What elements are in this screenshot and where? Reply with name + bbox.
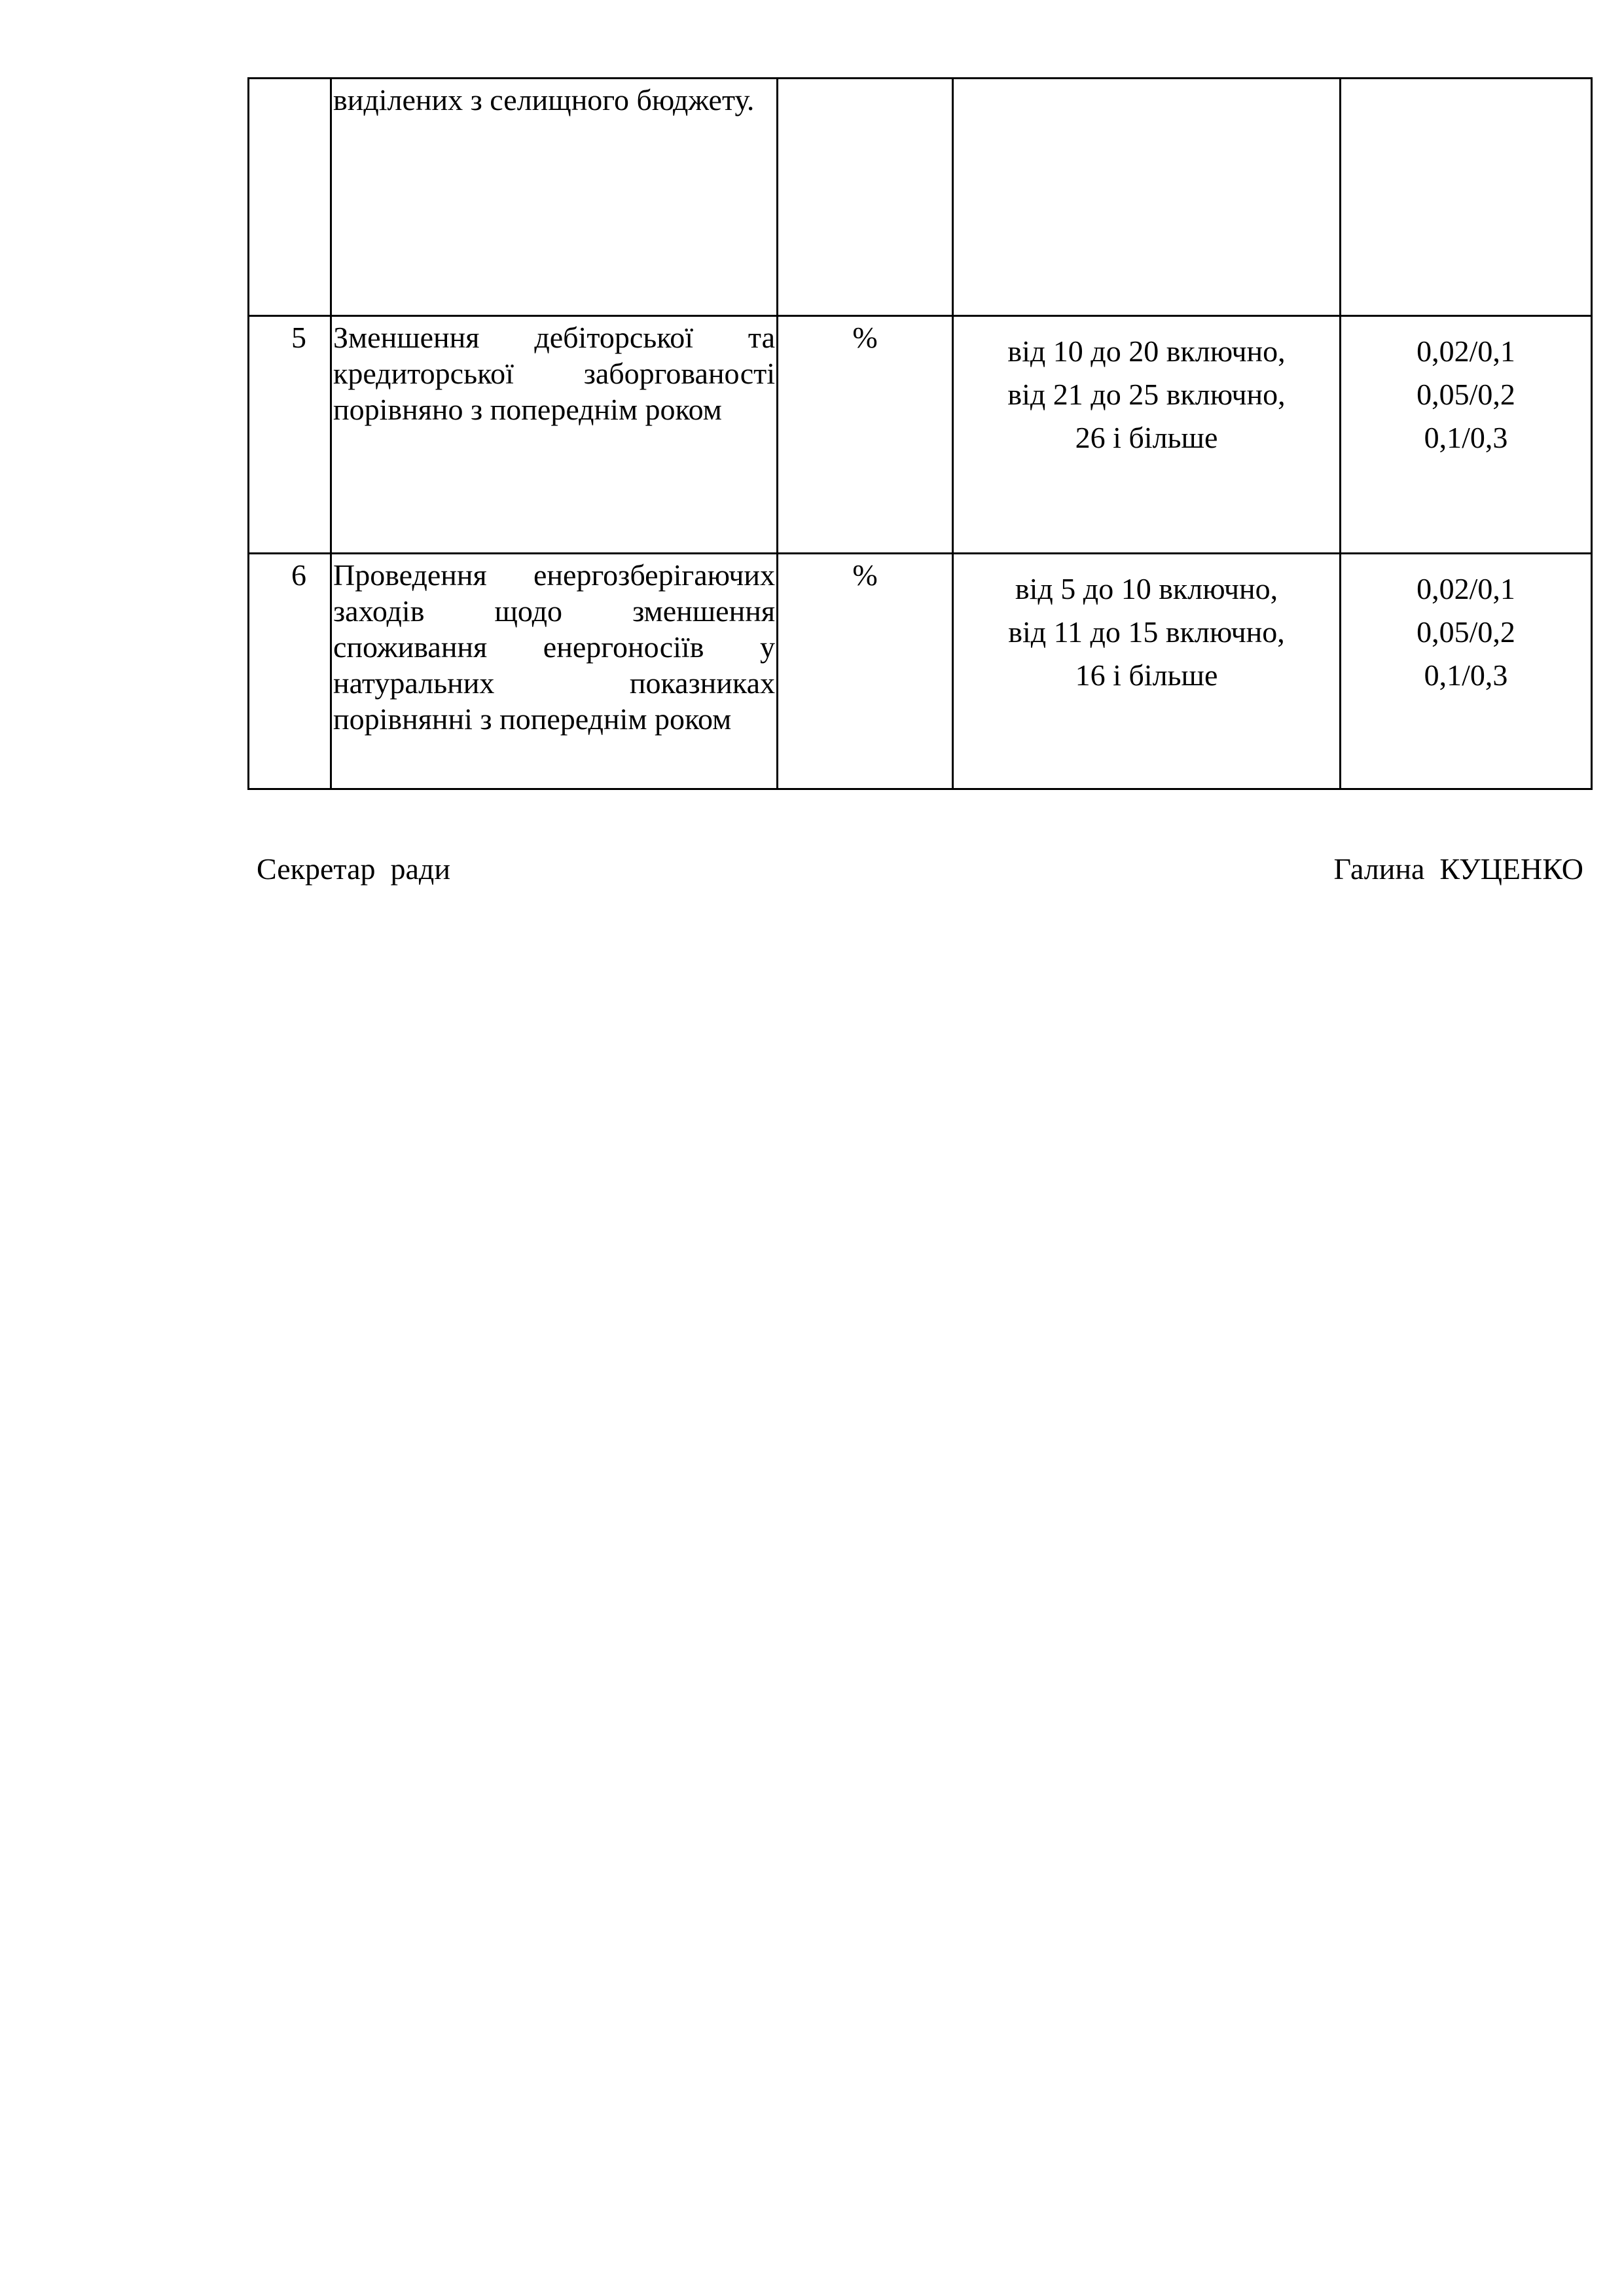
range-line: від 21 до 25 включно, xyxy=(1007,378,1286,411)
indicator-description: виділених з селищного бюджету. xyxy=(333,83,755,117)
unit-cell xyxy=(778,316,953,554)
row-number: 5 xyxy=(291,321,306,354)
coefficient-line: 0,05/0,2 xyxy=(1416,615,1515,649)
table-row xyxy=(249,79,1592,316)
coefficient-line: 0,02/0,1 xyxy=(1416,334,1515,368)
row-number-cell xyxy=(249,79,331,316)
signature-name: Галина КУЦЕНКО xyxy=(1333,852,1583,886)
coefficient-cell xyxy=(1341,316,1592,554)
range-cell xyxy=(953,554,1341,789)
coefficient-cell xyxy=(1341,554,1592,789)
unit-cell xyxy=(778,79,953,316)
range-line: 26 і більше xyxy=(1075,421,1218,454)
row-number-cell xyxy=(249,316,331,554)
indicator-description: Проведення енергозберігаючих заходів щодо зменшення споживання енергоносіїв у натуральних показниках порівнянні з попереднім роком xyxy=(333,558,775,736)
range-line: від 11 до 15 включно, xyxy=(1008,615,1285,649)
indicator-description-cell xyxy=(331,554,778,789)
indicator-description-cell xyxy=(331,316,778,554)
coefficient-line: 0,1/0,3 xyxy=(1424,421,1508,454)
range-line: від 10 до 20 включно, xyxy=(1007,334,1286,368)
coefficient-line: 0,05/0,2 xyxy=(1416,378,1515,411)
coefficient-line: 0,1/0,3 xyxy=(1424,658,1508,692)
indicator-description: Зменшення дебіторської та кредиторської заборгованості порівняно з попереднім роком xyxy=(333,321,775,426)
table-row xyxy=(249,316,1592,554)
range-line: від 5 до 10 включно, xyxy=(1015,572,1278,605)
table-row xyxy=(249,554,1592,789)
indicator-description-cell xyxy=(331,79,778,316)
indicators-table xyxy=(247,77,1593,790)
range-line: 16 і більше xyxy=(1075,658,1218,692)
unit-label: % xyxy=(852,558,878,592)
coefficient-cell xyxy=(1341,79,1592,316)
coefficient-line: 0,02/0,1 xyxy=(1416,572,1515,605)
range-cell xyxy=(953,316,1341,554)
row-number: 6 xyxy=(291,558,306,592)
row-number-cell xyxy=(249,554,331,789)
signature-title: Секретар ради xyxy=(257,852,450,886)
unit-cell xyxy=(778,554,953,789)
range-cell xyxy=(953,79,1341,316)
unit-label: % xyxy=(852,321,878,354)
